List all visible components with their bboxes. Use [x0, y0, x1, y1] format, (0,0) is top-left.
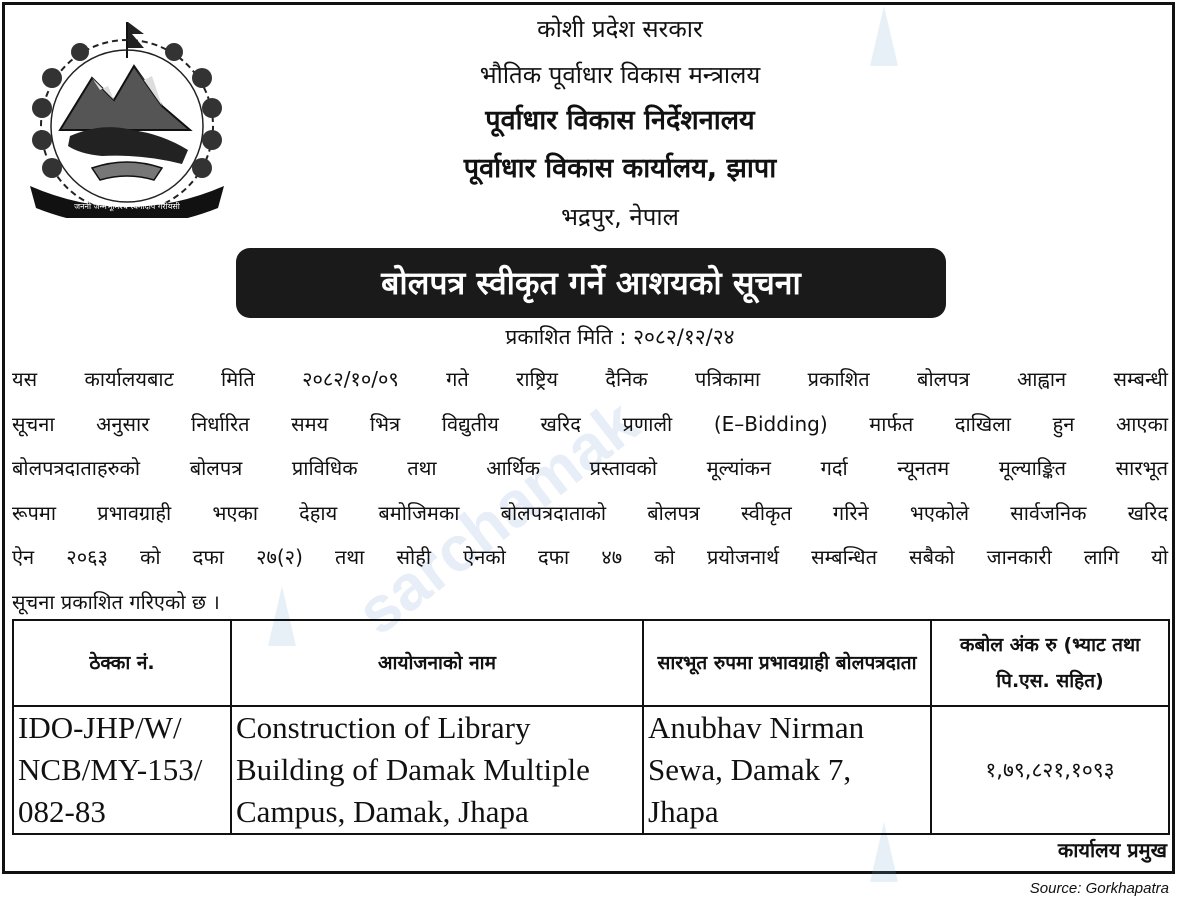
published-date: प्रकाशित मिति : २०८२/१२/२४: [505, 325, 735, 349]
bid-amount-cell: १,७९,८२१,१०९३: [931, 706, 1169, 834]
source-credit: Source: Gorkhapatra: [1029, 880, 1169, 897]
column-header-bid-amount: कबोल अंक रु (भ्याट तथा पि.एस. सहित): [931, 620, 1169, 706]
column-header-bidder: सारभूत रुपमा प्रभावग्राही बोलपत्रदाता: [643, 620, 931, 706]
watermark-text: sarchamak: [343, 385, 652, 649]
award-table: [12, 619, 1170, 835]
nepal-coat-of-arms-icon: [22, 18, 232, 218]
body-line: यस कार्यालयबाट मिति २०८२/१०/०९ गते राष्ट्रिय दैनिक पत्रिकामा प्रकाशित बोलपत्र आह्वान सम्बन्धी: [12, 367, 1168, 391]
directorate-name: पूर्वाधार विकास निर्देशनालय: [485, 105, 755, 136]
project-name-cell: Construction of Library Building of Damak Multiple Campus, Damak, Jhapa: [231, 706, 643, 834]
ministry-name: भौतिक पूर्वाधार विकास मन्त्रालय: [479, 61, 761, 89]
office-name: पूर्वाधार विकास कार्यालय, झापा: [463, 153, 777, 184]
notice-body: [12, 357, 1168, 624]
body-line: सूचना अनुसार निर्धारित समय भित्र विद्युतीय खरिद प्रणाली (E–Bidding) मार्फत दाखिला हुन आएका: [12, 411, 1168, 436]
body-line: सूचना प्रकाशित गरिएको छ ।: [12, 589, 220, 614]
contract-no-cell: IDO-JHP/W/ NCB/MY-153/ 082-83: [13, 706, 231, 834]
notice-title: बोलपत्र स्वीकृत गर्ने आशयको सूचना: [236, 248, 946, 318]
province-government: कोशी प्रदेश सरकार: [537, 15, 703, 43]
emblem-motto: जननी जन्मभूमिश्च स्वर्गादपि गरीयसी: [74, 202, 180, 211]
column-header-contract-no: ठेक्का नं.: [13, 620, 231, 706]
office-chief-signature: कार्यालय प्रमुख: [1057, 838, 1167, 862]
body-line: रूपमा प्रभावग्राही भएका देहाय बमोजिमका बोलपत्रदाताको बोलपत्र स्वीकृत गरिने भएकोले सार्वजनिक खरिद: [12, 500, 1168, 525]
body-line: ऐन २०६३ को दफा २७(२) तथा सोही ऐनको दफा ४७ को प्रयोजनार्थ सम्बन्धित सबैको जानकारी लागि यो: [12, 545, 1168, 569]
office-address: भद्रपुर, नेपाल: [561, 203, 679, 231]
column-header-project-name: आयोजनाको नाम: [231, 620, 643, 706]
table-row: [13, 706, 1169, 834]
body-line: बोलपत्रदाताहरुको बोलपत्र प्राविधिक तथा आर्थिक प्रस्तावको मूल्यांकन गर्दा न्यूनतम मूल्याङ्कित सारभूत: [12, 456, 1168, 480]
bidder-cell: Anubhav Nirman Sewa, Damak 7, Jhapa: [643, 706, 931, 834]
table-header-row: [13, 620, 1169, 706]
